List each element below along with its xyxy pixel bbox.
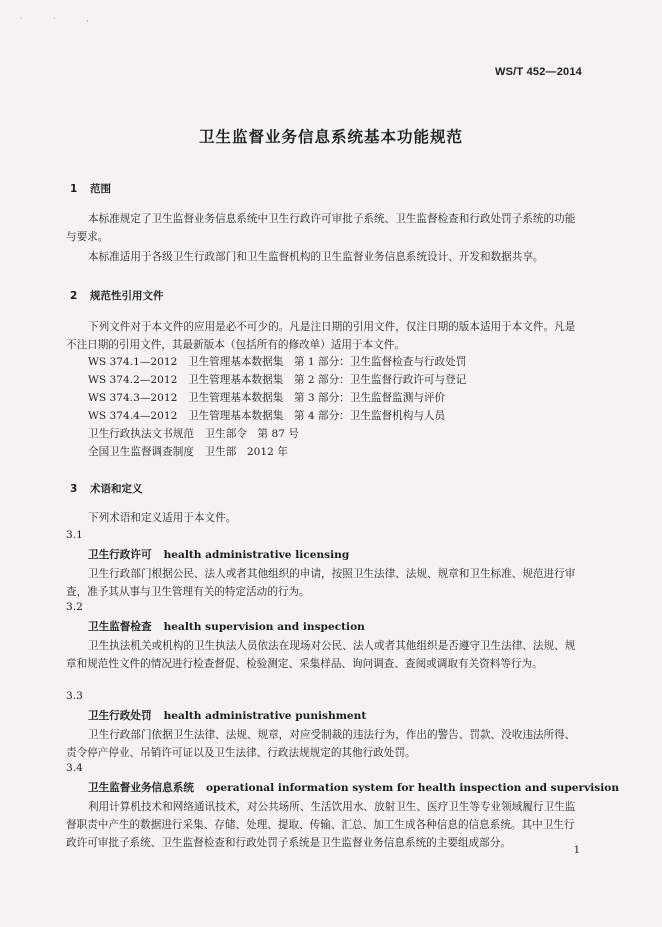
section-2-heading (70, 288, 164, 303)
section-3-intro: 下列术语和定义适用于本文件。 (88, 512, 237, 524)
term-number: 3.3 (66, 690, 83, 702)
term-zh: 卫生监督检查 (88, 621, 152, 633)
term-zh: 卫生行政处罚 (88, 710, 152, 722)
reference-item: WS 374.4—2012 卫生管理基本数据集 第 4 部分：卫生监督机构与人员 (88, 410, 446, 422)
reference-item: WS 374.3—2012 卫生管理基本数据集 第 3 部分：卫生监督监测与评价 (88, 392, 446, 404)
standard-code: WS/T 452—2014 (495, 66, 582, 78)
page-title: 卫生监督业务信息系统基本功能规范 (198, 128, 463, 146)
term-en: operational information system for health inspection and supervision (205, 782, 620, 794)
section-2-para-1: 下列文件对于本文件的应用是必不可少的。凡是注日期的引用文件，仅注日期的版本适用于本文件。凡是不注日期的引用文件，其最新版本（包括所有的修改单）适用于本文件。 (66, 321, 576, 351)
section-number: 3 (70, 483, 78, 495)
term-heading (88, 780, 619, 795)
term-zh: 卫生监督业务信息系统 (88, 782, 194, 794)
section-number: 2 (70, 290, 78, 302)
reference-item: 全国卫生监督调查制度 卫生部 2012 年 (88, 446, 288, 458)
term-en: health administrative licensing (163, 549, 350, 561)
term-definition: 卫生行政部门根据公民、法人或者其他组织的申请，按照卫生法律、法规、规章和卫生标准、规范进行审查，准予其从事与卫生管理有关的特定活动的行为。 (66, 568, 576, 598)
term-number: 3.1 (66, 529, 83, 541)
section-title: 规范性引用文件 (90, 290, 164, 302)
reference-item: WS 374.2—2012 卫生管理基本数据集 第 2 部分：卫生监督行政许可与登记 (88, 374, 467, 386)
section-number: 1 (70, 183, 78, 195)
term-definition: 利用计算机技术和网络通讯技术，对公共场所、生活饮用水、放射卫生、医疗卫生等专业领域履行卫生监督职责中产生的数据进行采集、存储、处理、提取、传输、汇总、加工生成各种信息的信息系统。其中卫生行政许可审批子系统、卫生监督检查和行政处罚子系统是卫生监督业务信息系统的主要组成部分。 (66, 801, 576, 849)
section-1-para-2: 本标准适用于各级卫生行政部门和卫生监督机构的卫生监督业务信息系统设计、开发和数据共享。 (88, 251, 544, 263)
section-title: 术语和定义 (90, 483, 143, 495)
section-1-para-1: 本标准规定了卫生监督业务信息系统中卫生行政许可审批子系统、卫生监督检查和行政处罚子系统的功能与要求。 (66, 213, 576, 243)
reference-item: WS 374.1—2012 卫生管理基本数据集 第 1 部分：卫生监督检查与行政处罚 (88, 356, 467, 368)
term-heading (88, 619, 365, 634)
section-1-heading (70, 181, 111, 196)
term-en: health administrative punishment (163, 710, 367, 722)
term-number: 3.2 (66, 601, 83, 613)
term-zh: 卫生行政许可 (88, 549, 152, 561)
reference-item: 卫生行政执法文书规范 卫生部令 第 87 号 (88, 428, 299, 440)
page-number: 1 (573, 845, 580, 856)
scan-specks: · · , (20, 14, 103, 23)
term-en: health supervision and inspection (163, 621, 365, 633)
term-definition: 卫生执法机关或机构的卫生执法人员依法在现场对公民、法人或者其他组织是否遵守卫生法律、法规、规章和规范性文件的情况进行检查督促、检验测定、采集样品、询问调查、查阅或调取有关资料等行为。 (66, 640, 576, 670)
term-number: 3.4 (66, 762, 83, 774)
section-3-heading (70, 481, 143, 496)
term-definition: 卫生行政部门依据卫生法律、法规、规章，对应受制裁的违法行为，作出的警告、罚款、没收违法所得、责令停产停业、吊销许可证以及卫生法律、行政法规规定的其他行政处罚。 (66, 729, 576, 759)
term-heading (88, 547, 349, 562)
term-heading (88, 708, 366, 723)
section-title: 范围 (90, 183, 111, 195)
